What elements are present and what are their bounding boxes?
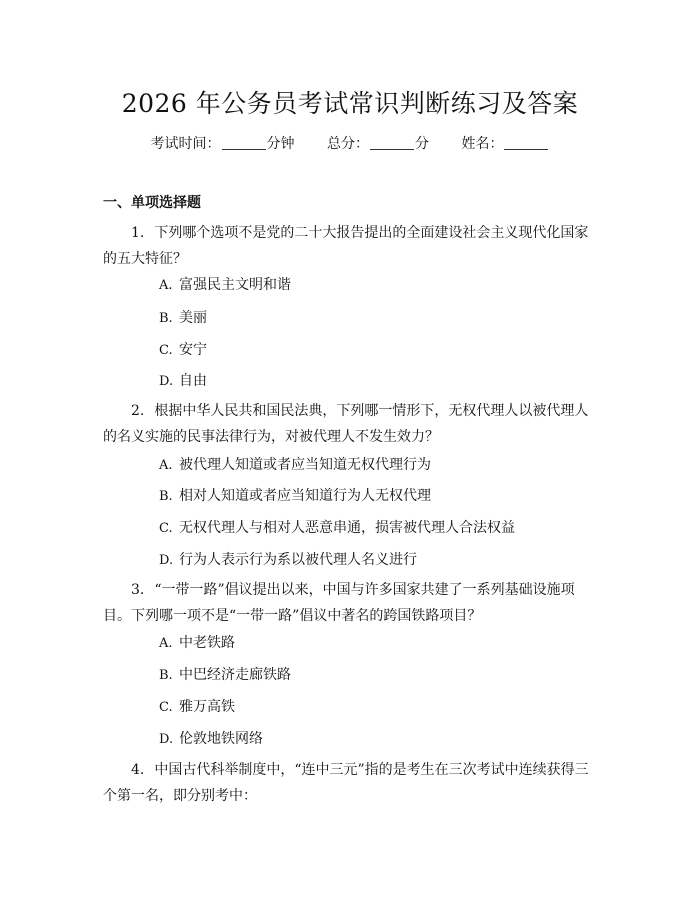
question-1-option-a xyxy=(159,275,291,296)
question-2 xyxy=(103,398,600,450)
option-letter: B. xyxy=(159,489,173,504)
question-4 xyxy=(103,757,600,809)
question-text: 根据中华人民共和国民法典，下列哪一情形下，无权代理人以被代理人的名义实施的民事法律行为，对被代理人不发生效力？ xyxy=(103,403,589,445)
total-score-label: 总分： xyxy=(327,136,369,152)
question-number: 2. xyxy=(131,403,145,419)
name-blank xyxy=(504,135,548,150)
question-2-option-b xyxy=(159,486,431,507)
question-2-option-c xyxy=(159,518,515,539)
exam-time-label: 考试时间： xyxy=(150,136,221,152)
question-number: 4. xyxy=(131,762,145,778)
page-title: 2026 年公务员考试常识判断练习及答案 xyxy=(121,89,579,118)
option-letter: D. xyxy=(159,553,174,568)
question-2-option-d xyxy=(159,550,417,571)
question-3 xyxy=(103,577,600,629)
question-text: 中国古代科举制度中，“连中三元”指的是考生在三次考试中连续获得三个第一名，即分别考中： xyxy=(103,762,589,804)
option-text: 中巴经济走廊铁路 xyxy=(179,667,291,683)
exam-time-field xyxy=(151,133,295,153)
option-letter: D. xyxy=(159,732,174,747)
option-text: 中老铁路 xyxy=(179,635,235,651)
name-field xyxy=(461,133,549,153)
name-label: 姓名： xyxy=(461,136,504,152)
option-letter: D. xyxy=(159,374,174,389)
option-text: 自由 xyxy=(179,373,207,389)
question-text: “一带一路”倡议提出以来，中国与许多国家共建了一系列基础设施项目。下列哪一项不是“一带一路”倡议中著名的跨国铁路项目？ xyxy=(103,582,575,624)
option-letter: A. xyxy=(159,458,173,473)
question-2-option-a xyxy=(159,455,431,476)
option-text: 雅万高铁 xyxy=(179,699,235,715)
total-score-field xyxy=(327,133,429,153)
option-text: 行为人表示行为系以被代理人名义进行 xyxy=(179,552,417,568)
question-1-option-c xyxy=(159,340,207,361)
option-letter: B. xyxy=(159,668,173,683)
question-number: 1. xyxy=(131,225,145,241)
option-text: 无权代理人与相对人恶意串通，损害被代理人合法权益 xyxy=(179,520,515,536)
option-letter: A. xyxy=(159,636,173,651)
question-1-option-d xyxy=(159,371,207,392)
total-score-unit: 分 xyxy=(415,136,429,152)
exam-meta xyxy=(0,133,700,153)
option-letter: B. xyxy=(159,311,173,326)
option-text: 伦敦地铁网络 xyxy=(179,731,263,747)
option-text: 相对人知道或者应当知道行为人无权代理 xyxy=(179,488,431,504)
total-score-blank xyxy=(370,135,414,150)
question-3-option-b xyxy=(159,665,291,686)
question-number: 3. xyxy=(131,582,145,598)
option-text: 富强民主文明和谐 xyxy=(179,277,291,293)
option-letter: C. xyxy=(159,700,173,715)
question-3-option-c xyxy=(159,697,235,718)
option-text: 安宁 xyxy=(179,342,207,358)
question-1 xyxy=(103,220,600,272)
question-1-option-b xyxy=(159,308,207,329)
section-heading: 一、单项选择题 xyxy=(103,195,201,211)
question-text: 下列哪个选项不是党的二十大报告提出的全面建设社会主义现代化国家的五大特征？ xyxy=(103,225,589,267)
option-text: 被代理人知道或者应当知道无权代理行为 xyxy=(179,457,431,473)
option-letter: C. xyxy=(159,521,173,536)
option-letter: C. xyxy=(159,343,173,358)
exam-time-blank xyxy=(222,135,266,150)
question-3-option-a xyxy=(159,633,235,654)
option-text: 美丽 xyxy=(179,310,207,326)
option-letter: A. xyxy=(159,278,173,293)
question-3-option-d xyxy=(159,729,263,750)
exam-time-unit: 分钟 xyxy=(266,136,295,152)
